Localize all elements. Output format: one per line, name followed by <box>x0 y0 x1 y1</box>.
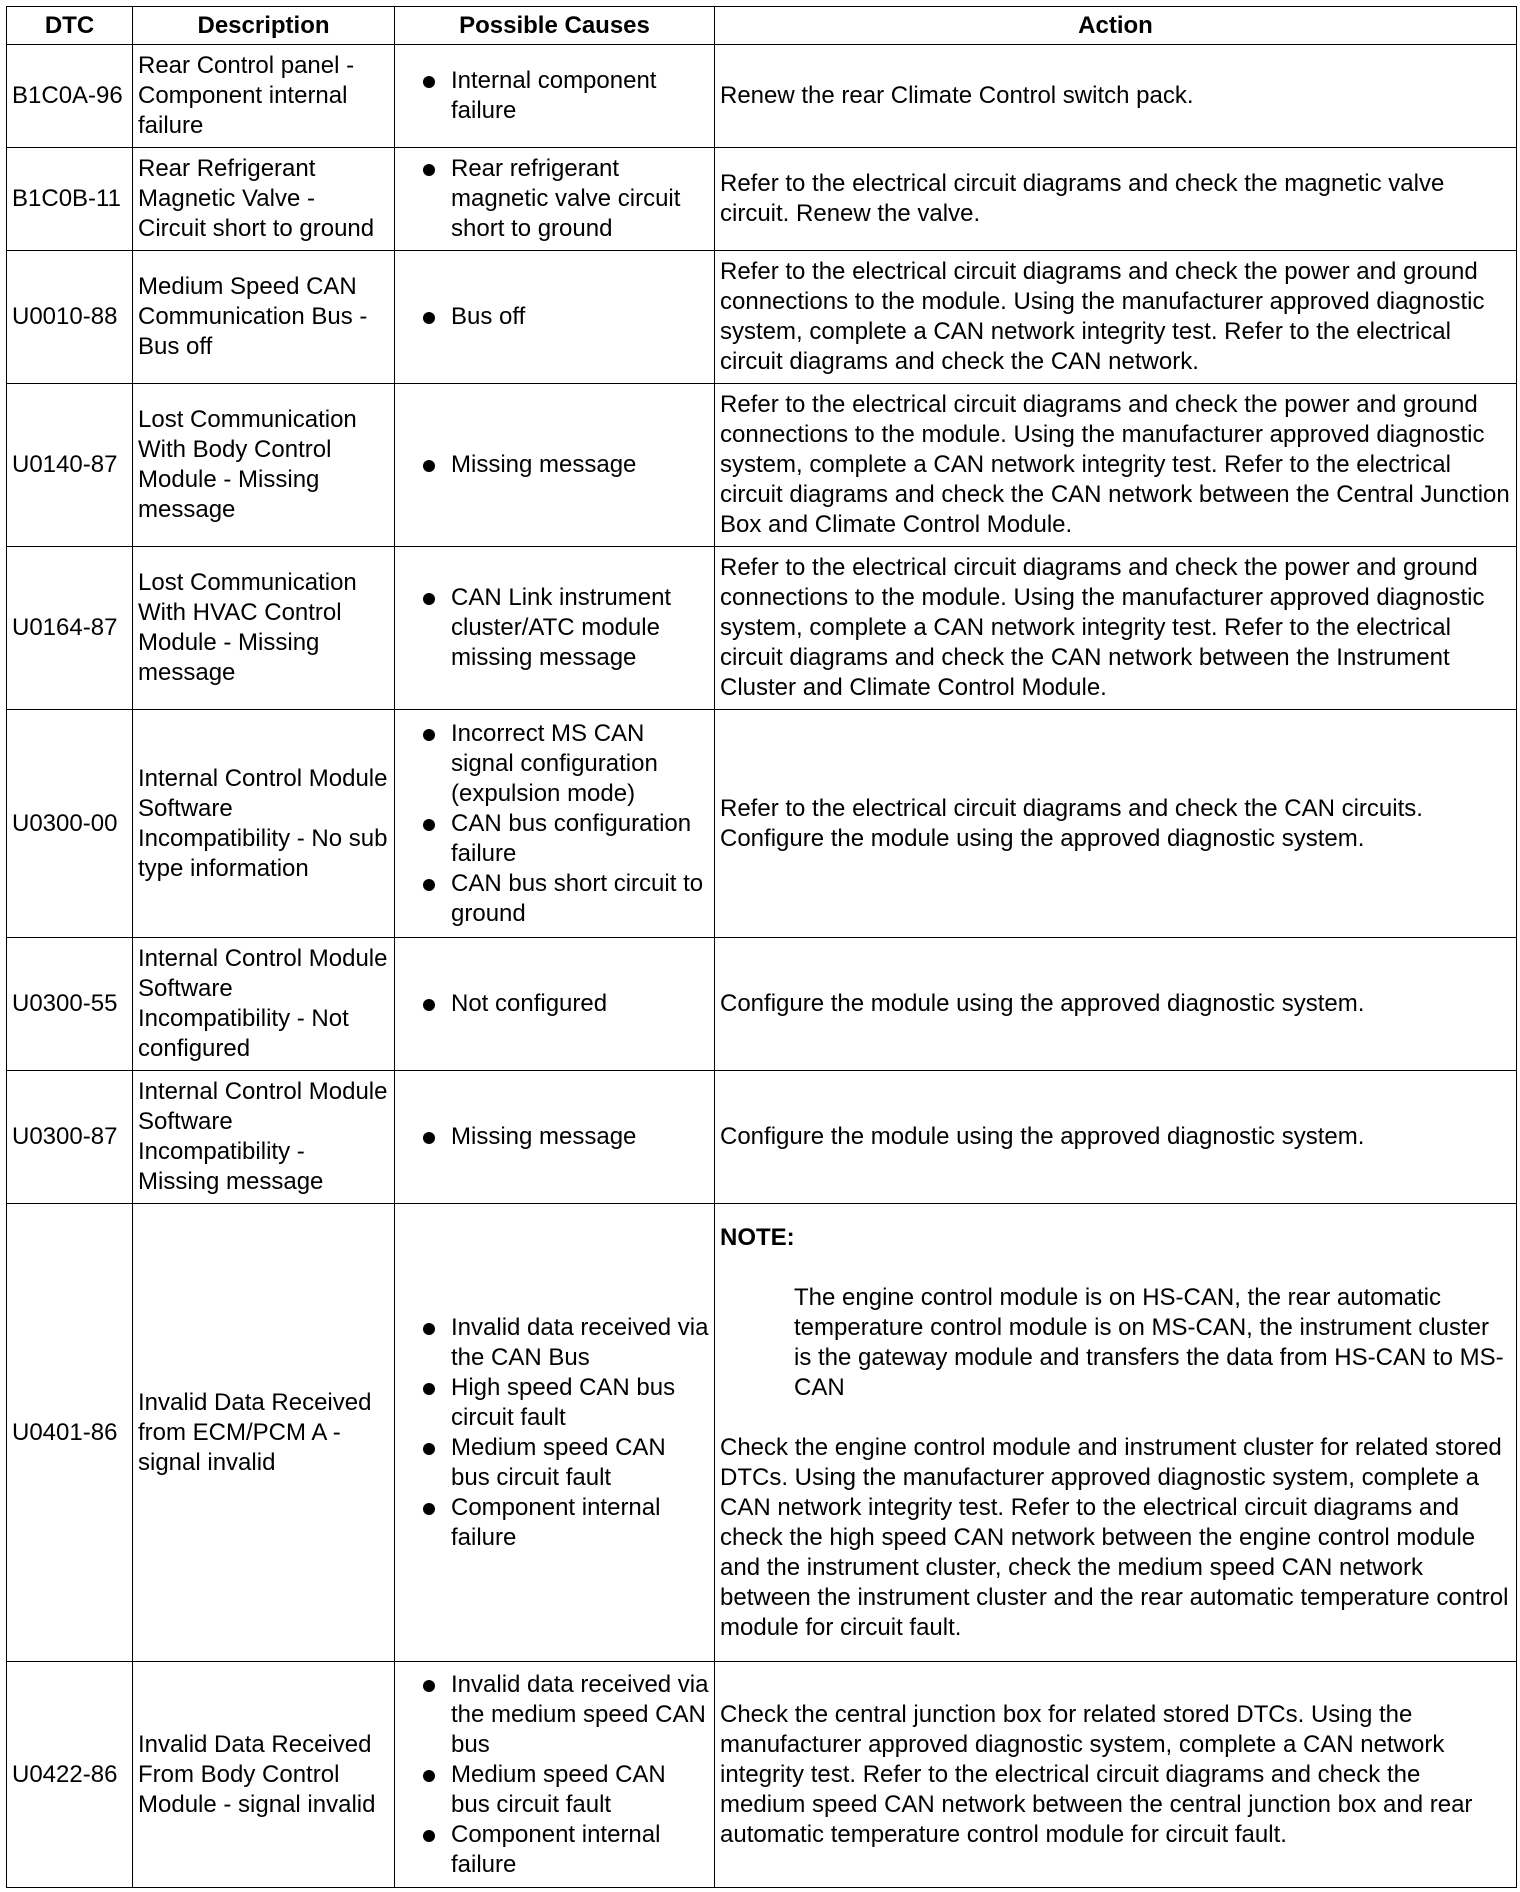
header-description: Description <box>133 7 395 45</box>
action-text: Check the central junction box for related stored DTCs. Using the manufacturer approved diagnostic system, complete a CAN network integrity test. Refer to the electrical circuit diagrams and check the medium speed CAN network between the central junction box and rear automatic temperature control module for circuit fault. <box>715 1662 1517 1888</box>
possible-causes <box>395 251 715 384</box>
cause-item: Component internal failure <box>400 1493 709 1553</box>
table-row <box>7 1071 1517 1204</box>
action-text: Configure the module using the approved diagnostic system. <box>715 938 1517 1071</box>
table-row <box>7 1662 1517 1888</box>
table-row <box>7 384 1517 547</box>
action-text: Refer to the electrical circuit diagrams and check the power and ground connections to the module. Using the manufacturer approved diagnostic system, complete a CAN network integrity test. Refer to the electrical circuit diagrams and check the CAN network between the Instrument Cluster and Climate Control Module. <box>715 547 1517 710</box>
cause-item: CAN Link instrument cluster/ATC module missing message <box>400 583 709 673</box>
dtc-description: Lost Communication With Body Control Module - Missing message <box>133 384 395 547</box>
dtc-description: Invalid Data Received From Body Control Module - signal invalid <box>133 1662 395 1888</box>
table-row <box>7 710 1517 938</box>
action-text: Configure the module using the approved diagnostic system. <box>715 1071 1517 1204</box>
dtc-description: Lost Communication With HVAC Control Module - Missing message <box>133 547 395 710</box>
action-text: Refer to the electrical circuit diagrams and check the magnetic valve circuit. Renew the valve. <box>715 148 1517 251</box>
cause-item: Missing message <box>400 450 709 480</box>
possible-causes <box>395 1662 715 1888</box>
dtc-code: U0401-86 <box>7 1204 133 1662</box>
dtc-code: U0140-87 <box>7 384 133 547</box>
cause-item: Component internal failure <box>400 1820 709 1880</box>
possible-causes <box>395 1204 715 1662</box>
dtc-description: Internal Control Module Software Incompatibility - Not configured <box>133 938 395 1071</box>
action-text: Refer to the electrical circuit diagrams and check the power and ground connections to the module. Using the manufacturer approved diagnostic system, complete a CAN network integrity test. Refer to the electrical circuit diagrams and check the CAN network between the Central Junction Box and Climate Control Module. <box>715 384 1517 547</box>
action-text: Check the engine control module and instrument cluster for related stored DTCs. Using the manufacturer approved diagnostic system, complete a CAN network integrity test. Refer to the electrical circuit diagrams and check the high speed CAN network between the engine control module and the instrument cluster, check the medium speed CAN network between the instrument cluster and the rear automatic temperature control module for circuit fault. <box>720 1433 1509 1641</box>
table-row <box>7 148 1517 251</box>
cause-item: Missing message <box>400 1122 709 1152</box>
header-dtc: DTC <box>7 7 133 45</box>
table-row <box>7 547 1517 710</box>
possible-causes <box>395 938 715 1071</box>
cause-item: Not configured <box>400 989 709 1019</box>
possible-causes <box>395 710 715 938</box>
header-row <box>7 7 1517 45</box>
header-possible-causes: Possible Causes <box>395 7 715 45</box>
dtc-description: Invalid Data Received from ECM/PCM A - signal invalid <box>133 1204 395 1662</box>
cause-item: CAN bus configuration failure <box>400 809 709 869</box>
table-row <box>7 251 1517 384</box>
possible-causes <box>395 1071 715 1204</box>
possible-causes <box>395 547 715 710</box>
dtc-description: Internal Control Module Software Incompatibility - No sub type information <box>133 710 395 938</box>
dtc-document <box>6 6 1516 1888</box>
cause-item: Invalid data received via the medium speed CAN bus <box>400 1670 709 1760</box>
action-cell <box>715 1204 1517 1662</box>
dtc-code: U0164-87 <box>7 547 133 710</box>
cause-item: Incorrect MS CAN signal configuration (expulsion mode) <box>400 719 709 809</box>
table-row <box>7 938 1517 1071</box>
dtc-description: Internal Control Module Software Incompatibility - Missing message <box>133 1071 395 1204</box>
action-text: Renew the rear Climate Control switch pack. <box>715 45 1517 148</box>
possible-causes <box>395 384 715 547</box>
action-text: Refer to the electrical circuit diagrams and check the power and ground connections to the module. Using the manufacturer approved diagnostic system, complete a CAN network integrity test. Refer to the electrical circuit diagrams and check the CAN network. <box>715 251 1517 384</box>
dtc-code: U0300-55 <box>7 938 133 1071</box>
cause-item: High speed CAN bus circuit fault <box>400 1373 709 1433</box>
cause-item: Medium speed CAN bus circuit fault <box>400 1760 709 1820</box>
cause-item: Medium speed CAN bus circuit fault <box>400 1433 709 1493</box>
possible-causes <box>395 45 715 148</box>
possible-causes <box>395 148 715 251</box>
table-row <box>7 45 1517 148</box>
dtc-description: Rear Control panel - Component internal failure <box>133 45 395 148</box>
action-text: Refer to the electrical circuit diagrams and check the CAN circuits. Configure the module using the approved diagnostic system. <box>715 710 1517 938</box>
dtc-code: B1C0A-96 <box>7 45 133 148</box>
cause-item: Internal component failure <box>400 66 709 126</box>
cause-item: Rear refrigerant magnetic valve circuit short to ground <box>400 154 709 244</box>
dtc-description: Medium Speed CAN Communication Bus - Bus off <box>133 251 395 384</box>
header-action: Action <box>715 7 1517 45</box>
dtc-table <box>6 6 1517 1888</box>
dtc-description: Rear Refrigerant Magnetic Valve - Circuit short to ground <box>133 148 395 251</box>
cause-item: Invalid data received via the CAN Bus <box>400 1313 709 1373</box>
cause-item: CAN bus short circuit to ground <box>400 869 709 929</box>
note-label: NOTE: <box>720 1223 795 1251</box>
dtc-code: U0422-86 <box>7 1662 133 1888</box>
table-row <box>7 1204 1517 1662</box>
dtc-code: U0300-87 <box>7 1071 133 1204</box>
dtc-code: U0300-00 <box>7 710 133 938</box>
dtc-code: U0010-88 <box>7 251 133 384</box>
cause-item: Bus off <box>400 302 709 332</box>
note-text: The engine control module is on HS-CAN, the rear automatic temperature control module is on MS-CAN, the instrument cluster is the gateway module and transfers the data from HS-CAN to MS-CAN <box>794 1283 1504 1401</box>
dtc-code: B1C0B-11 <box>7 148 133 251</box>
